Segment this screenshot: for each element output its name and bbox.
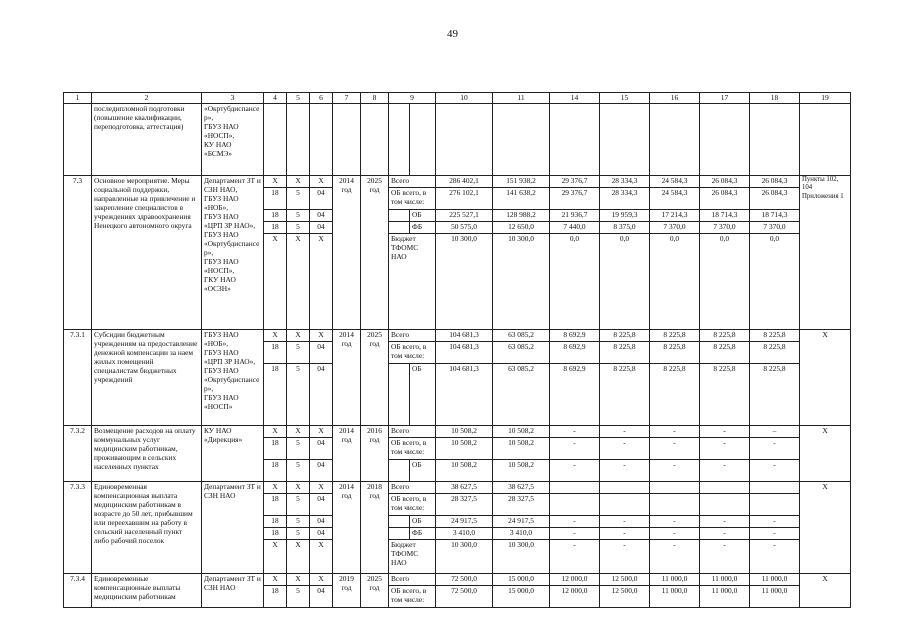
amount-cell: - [750, 460, 800, 482]
source-indent [389, 460, 410, 482]
item-code: 7.3 [64, 176, 92, 330]
amount-cell: 286 402,1 [436, 176, 493, 188]
end-year: 2025 год [361, 330, 389, 426]
amount-cell: 50 575,0 [436, 222, 493, 234]
funding-source: ОБ всего, в том числе: [389, 438, 436, 460]
code-cell: 18 [264, 528, 287, 540]
amount-cell: 0,0 [750, 234, 800, 330]
code-cell: 5 [287, 222, 310, 234]
amount-cell: - [700, 528, 750, 540]
code-cell: 04 [310, 516, 333, 528]
amount-cell [750, 494, 800, 516]
cont-code [64, 104, 92, 176]
code-cell: 04 [310, 342, 333, 364]
item-name: Единовременная компенсационная выплата медицинским работникам в возрасте до 50 лет, прибывшим или переехавшим на работу в сельский населенный пункт либо рабочий поселок [92, 482, 202, 574]
amount-cell: 28 327,5 [493, 494, 550, 516]
amount-cell: 104 681,3 [436, 342, 493, 364]
code-cell: Х [287, 540, 310, 574]
amount-cell: - [550, 528, 600, 540]
amount-cell: 12 500,0 [600, 586, 650, 608]
amount-cell: - [650, 516, 700, 528]
header-cell: 4 [264, 93, 287, 104]
header-cell: 19 [800, 93, 851, 104]
amount-cell: 12 500,0 [600, 574, 650, 586]
table-row [64, 426, 851, 438]
amount-cell: 276 102,1 [436, 188, 493, 210]
amount-cell: 10 508,2 [436, 460, 493, 482]
amount-cell: 12 000,0 [550, 574, 600, 586]
empty-cell [750, 104, 800, 176]
amount-cell: 8 692,9 [550, 330, 600, 342]
header-cell: 6 [310, 93, 333, 104]
end-year: 2025 год [361, 574, 389, 608]
item-executor: Департамент ЗТ и СЗН НАО, ГБУЗ НАО «НОБ», ГБУЗ НАО «ЦРП ЗР НАО», ГБУЗ НАО «Окртубдиспансер», ГБУЗ НАО «НОСП», ГКУ НАО «ОСЗН» [202, 176, 264, 330]
funding-source: ОБ [410, 516, 436, 528]
amount-cell [750, 482, 800, 494]
amount-cell: 8 692,9 [550, 342, 600, 364]
cont-exec: «Окртубдиспансер», ГБУЗ НАО «НОСП», КУ НАО «БСМЭ» [202, 104, 264, 176]
amount-cell: 128 988,2 [493, 210, 550, 222]
amount-cell: 8 225,8 [750, 342, 800, 364]
amount-cell: 12 650,0 [493, 222, 550, 234]
code-cell: 18 [264, 586, 287, 608]
header-cell: 9 [389, 93, 436, 104]
empty-cell [389, 104, 410, 176]
header-cell: 5 [287, 93, 310, 104]
amount-cell: 26 084,3 [700, 188, 750, 210]
amount-cell: 225 527,1 [436, 210, 493, 222]
amount-cell: 24 584,3 [650, 188, 700, 210]
item-executor: ГБУЗ НАО «НОБ», ГБУЗ НАО «ЦРП ЗР НАО», ГБУЗ НАО «Окртубдиспансер», ГБУЗ НАО «НОСП» [202, 330, 264, 426]
funding-source: Всего [389, 574, 436, 586]
amount-cell: - [650, 460, 700, 482]
amount-cell: - [700, 438, 750, 460]
amount-cell: 72 500,0 [436, 574, 493, 586]
code-cell: Х [264, 574, 287, 586]
amount-cell: 11 000,0 [750, 574, 800, 586]
amount-cell: - [600, 438, 650, 460]
empty-cell [333, 104, 361, 176]
header-cell: 15 [600, 93, 650, 104]
code-cell: 18 [264, 210, 287, 222]
amount-cell: 72 500,0 [436, 586, 493, 608]
item-name: Субсидии бюджетным учреждениям на предоставление денежной компенсации за наем жилых помещений специалистам бюджетных учреждений [92, 330, 202, 426]
amount-cell: 63 085,2 [493, 342, 550, 364]
code-cell: 5 [287, 342, 310, 364]
amount-cell [700, 494, 750, 516]
amount-cell: 10 508,2 [493, 438, 550, 460]
start-year: 2014 год [333, 330, 361, 426]
amount-cell: 29 376,7 [550, 188, 600, 210]
code-cell: 5 [287, 586, 310, 608]
amount-cell: - [600, 460, 650, 482]
empty-cell [550, 104, 600, 176]
header-cell: 14 [550, 93, 600, 104]
amount-cell: 7 370,0 [650, 222, 700, 234]
amount-cell [650, 482, 700, 494]
amount-cell [600, 482, 650, 494]
funding-source: Бюджет ТФОМС НАО [389, 234, 436, 330]
amount-cell: - [600, 426, 650, 438]
note-cell: Х [800, 426, 851, 482]
amount-cell: 38 627,5 [493, 482, 550, 494]
amount-cell: - [650, 528, 700, 540]
amount-cell: 0,0 [650, 234, 700, 330]
amount-cell [550, 482, 600, 494]
amount-cell: - [700, 540, 750, 574]
code-cell: 04 [310, 494, 333, 516]
amount-cell: 15 000,0 [493, 574, 550, 586]
amount-cell: 0,0 [550, 234, 600, 330]
code-cell: Х [264, 330, 287, 342]
code-cell: Х [287, 330, 310, 342]
end-year: 2025 год [361, 176, 389, 330]
code-cell: 5 [287, 188, 310, 210]
code-cell: 04 [310, 364, 333, 426]
amount-cell: 10 300,0 [493, 234, 550, 330]
end-year: 2016 год [361, 426, 389, 482]
page-number: 49 [447, 28, 458, 40]
code-cell: Х [310, 330, 333, 342]
funding-source: Всего [389, 482, 436, 494]
amount-cell [700, 482, 750, 494]
item-code: 7.3.3 [64, 482, 92, 574]
amount-cell: - [550, 540, 600, 574]
amount-cell: 19 959,3 [600, 210, 650, 222]
code-cell: Х [310, 176, 333, 188]
item-code: 7.3.2 [64, 426, 92, 482]
code-cell: Х [310, 540, 333, 574]
amount-cell: - [700, 516, 750, 528]
header-cell: 2 [92, 93, 202, 104]
code-cell: 5 [287, 460, 310, 482]
table-row [64, 104, 851, 176]
code-cell: 18 [264, 188, 287, 210]
amount-cell: - [550, 438, 600, 460]
code-cell: 5 [287, 438, 310, 460]
empty-cell [264, 104, 287, 176]
table-row [64, 330, 851, 342]
amount-cell: 10 300,0 [436, 540, 493, 574]
funding-source: Всего [389, 176, 436, 188]
header-cell: 17 [700, 93, 750, 104]
amount-cell: - [750, 528, 800, 540]
amount-cell: 28 334,3 [600, 176, 650, 188]
code-cell: Х [287, 426, 310, 438]
item-executor: Департамент ЗТ и СЗН НАО [202, 482, 264, 574]
amount-cell: - [550, 460, 600, 482]
table-row [64, 176, 851, 188]
amount-cell [600, 494, 650, 516]
amount-cell: 11 000,0 [700, 574, 750, 586]
amount-cell: 29 376,7 [550, 176, 600, 188]
code-cell: Х [310, 234, 333, 330]
amount-cell: 8 225,8 [650, 342, 700, 364]
code-cell: 04 [310, 210, 333, 222]
note-cell: Х [800, 482, 851, 574]
amount-cell: - [550, 516, 600, 528]
amount-cell: 0,0 [600, 234, 650, 330]
empty-cell [493, 104, 550, 176]
code-cell: 5 [287, 516, 310, 528]
item-name: Возмещение расходов на оплату коммунальных услуг медицинским работникам, проживающим в сельских населенных пунктах [92, 426, 202, 482]
item-executor: Департамент ЗТ и СЗН НАО [202, 574, 264, 608]
funding-source: ОБ всего, в том числе: [389, 342, 436, 364]
amount-cell: - [600, 528, 650, 540]
amount-cell: 8 225,8 [600, 342, 650, 364]
amount-cell: - [650, 438, 700, 460]
item-executor: КУ НАО «Дирекция» [202, 426, 264, 482]
amount-cell: 8 225,8 [750, 364, 800, 426]
header-cell: 10 [436, 93, 493, 104]
amount-cell: 8 225,8 [600, 364, 650, 426]
header-cell: 8 [361, 93, 389, 104]
code-cell: 5 [287, 494, 310, 516]
code-cell: 5 [287, 528, 310, 540]
amount-cell [650, 494, 700, 516]
amount-cell: 24 917,5 [493, 516, 550, 528]
empty-cell [700, 104, 750, 176]
funding-source: ОБ всего, в том числе: [389, 494, 436, 516]
item-code: 7.3.4 [64, 574, 92, 608]
note-cell: Пункты 102, 104 Приложения 1 [800, 176, 851, 330]
cont-name: последипломной подготовки (повышение квалификации, переподготовка, аттестация) [92, 104, 202, 176]
amount-cell: 11 000,0 [650, 574, 700, 586]
amount-cell [550, 494, 600, 516]
funding-source: ОБ всего, в том числе: [389, 188, 436, 210]
empty-cell [310, 104, 333, 176]
code-cell: Х [310, 482, 333, 494]
code-cell: 18 [264, 438, 287, 460]
amount-cell: 8 225,8 [700, 342, 750, 364]
program-table [63, 92, 851, 608]
note-cell: Х [800, 330, 851, 426]
amount-cell: 151 938,2 [493, 176, 550, 188]
amount-cell: - [750, 540, 800, 574]
code-cell: 18 [264, 364, 287, 426]
amount-cell: 18 714,3 [750, 210, 800, 222]
amount-cell: 24 917,5 [436, 516, 493, 528]
amount-cell: 63 085,2 [493, 330, 550, 342]
code-cell: Х [264, 234, 287, 330]
start-year: 2014 год [333, 176, 361, 330]
empty-cell [600, 104, 650, 176]
item-name: Единовременные компенсационные выплаты медицинским работникам [92, 574, 202, 608]
amount-cell: - [650, 540, 700, 574]
code-cell: 18 [264, 494, 287, 516]
amount-cell: 8 225,8 [750, 330, 800, 342]
code-cell: 18 [264, 342, 287, 364]
source-indent [389, 528, 410, 540]
table-row [64, 482, 851, 494]
amount-cell: 17 214,3 [650, 210, 700, 222]
source-indent [389, 516, 410, 528]
amount-cell: 10 508,2 [436, 438, 493, 460]
header-cell: 11 [493, 93, 550, 104]
start-year: 2014 год [333, 426, 361, 482]
code-cell: Х [264, 176, 287, 188]
amount-cell: 26 084,3 [750, 188, 800, 210]
funding-source: Бюджет ТФОМС НАО [389, 540, 436, 574]
empty-cell [800, 104, 851, 176]
amount-cell: 38 627,5 [436, 482, 493, 494]
amount-cell: 21 936,7 [550, 210, 600, 222]
amount-cell: - [600, 516, 650, 528]
code-cell: 04 [310, 222, 333, 234]
amount-cell: 8 225,8 [700, 364, 750, 426]
amount-cell: 10 300,0 [436, 234, 493, 330]
amount-cell: 8 225,8 [650, 330, 700, 342]
code-cell: Х [287, 482, 310, 494]
amount-cell: 141 638,2 [493, 188, 550, 210]
amount-cell: 8 225,8 [600, 330, 650, 342]
source-indent [389, 222, 410, 234]
amount-cell: 63 085,2 [493, 364, 550, 426]
header-cell: 1 [64, 93, 92, 104]
funding-source: ОБ всего, в том числе: [389, 586, 436, 608]
amount-cell: - [750, 516, 800, 528]
code-cell: Х [264, 482, 287, 494]
code-cell: 04 [310, 188, 333, 210]
amount-cell: 3 410,0 [493, 528, 550, 540]
amount-cell: 26 084,3 [750, 176, 800, 188]
amount-cell: 7 370,0 [750, 222, 800, 234]
code-cell: Х [310, 574, 333, 586]
amount-cell: - [550, 426, 600, 438]
amount-cell: 8 225,8 [650, 364, 700, 426]
code-cell: 04 [310, 438, 333, 460]
amount-cell: 8 225,8 [700, 330, 750, 342]
header-cell: 16 [650, 93, 700, 104]
amount-cell: 12 000,0 [550, 586, 600, 608]
amount-cell: 28 334,3 [600, 188, 650, 210]
item-name: Основное мероприятие. Меры социальной поддержки, направленные на привлечение и закрепление специалистов в учреждениях здравоохранения Ненецкого автономного округа [92, 176, 202, 330]
source-indent [389, 364, 410, 426]
amount-cell: 10 508,2 [436, 426, 493, 438]
empty-cell [650, 104, 700, 176]
amount-cell: – [750, 426, 800, 438]
amount-cell: 11 000,0 [700, 586, 750, 608]
funding-source: ФБ [410, 528, 436, 540]
funding-source: Всего [389, 330, 436, 342]
end-year: 2018 год [361, 482, 389, 574]
amount-cell: 11 000,0 [650, 586, 700, 608]
code-cell: Х [264, 426, 287, 438]
code-cell: Х [287, 176, 310, 188]
amount-cell: 24 584,3 [650, 176, 700, 188]
amount-cell: 3 410,0 [436, 528, 493, 540]
amount-cell: - [750, 438, 800, 460]
empty-cell [410, 104, 436, 176]
code-cell: Х [264, 540, 287, 574]
header-row [64, 93, 851, 104]
table-row [64, 574, 851, 586]
funding-source: Всего [389, 426, 436, 438]
amount-cell: - [700, 426, 750, 438]
code-cell: 04 [310, 460, 333, 482]
code-cell: 18 [264, 516, 287, 528]
amount-cell: 104 681,3 [436, 364, 493, 426]
empty-cell [436, 104, 493, 176]
note-cell: Х [800, 574, 851, 608]
header-cell: 7 [333, 93, 361, 104]
amount-cell: 10 508,2 [493, 426, 550, 438]
amount-cell: 7 370,0 [700, 222, 750, 234]
code-cell: Х [287, 234, 310, 330]
empty-cell [361, 104, 389, 176]
amount-cell: 15 000,0 [493, 586, 550, 608]
start-year: 2014 год [333, 482, 361, 574]
funding-source: ОБ [410, 210, 436, 222]
code-cell: 5 [287, 210, 310, 222]
code-cell: 18 [264, 222, 287, 234]
amount-cell: 0,0 [700, 234, 750, 330]
code-cell: Х [287, 574, 310, 586]
funding-source: ОБ [410, 364, 436, 426]
code-cell: 5 [287, 364, 310, 426]
amount-cell: - [650, 426, 700, 438]
amount-cell: 8 375,0 [600, 222, 650, 234]
amount-cell: - [600, 540, 650, 574]
amount-cell: 18 714,3 [700, 210, 750, 222]
code-cell: 18 [264, 460, 287, 482]
amount-cell: - [700, 460, 750, 482]
empty-cell [287, 104, 310, 176]
header-cell: 3 [202, 93, 264, 104]
code-cell: 04 [310, 586, 333, 608]
amount-cell: 104 681,3 [436, 330, 493, 342]
funding-source: ОБ [410, 460, 436, 482]
amount-cell: 10 508,2 [493, 460, 550, 482]
item-code: 7.3.1 [64, 330, 92, 426]
amount-cell: 11 000,0 [750, 586, 800, 608]
code-cell: Х [310, 426, 333, 438]
amount-cell: 10 300,0 [493, 540, 550, 574]
header-cell: 18 [750, 93, 800, 104]
amount-cell: 8 692,9 [550, 364, 600, 426]
code-cell: 04 [310, 528, 333, 540]
funding-source: ФБ [410, 222, 436, 234]
amount-cell: 26 084,3 [700, 176, 750, 188]
start-year: 2019 год [333, 574, 361, 608]
amount-cell: 28 327,5 [436, 494, 493, 516]
source-indent [389, 210, 410, 222]
amount-cell: 7 440,0 [550, 222, 600, 234]
